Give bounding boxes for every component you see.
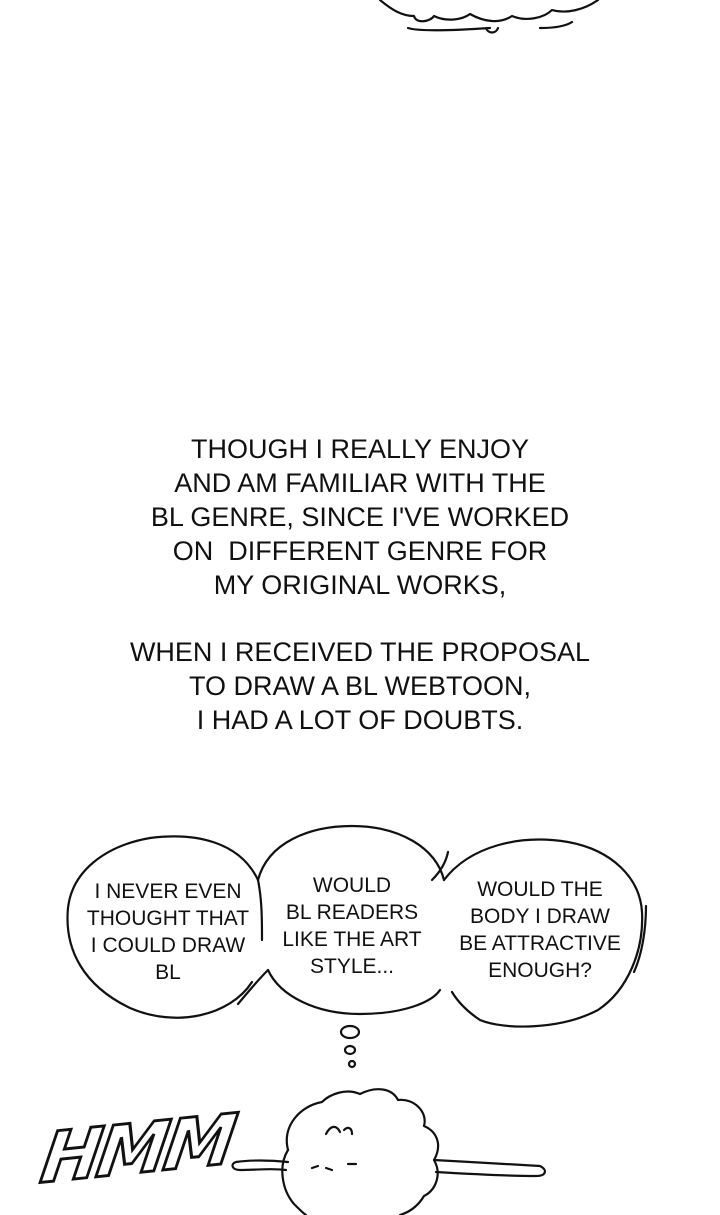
narration-line: MY ORIGINAL WORKS, bbox=[213, 570, 507, 600]
bubble-line: I COULD DRAW bbox=[90, 934, 246, 957]
bubble-line: LIKE THE ART bbox=[282, 928, 422, 951]
bubble-line: I NEVER EVEN bbox=[94, 880, 242, 903]
character-fluff-top bbox=[380, 0, 598, 21]
narration-paragraph-2 bbox=[0, 635, 720, 737]
bubble-line: STYLE... bbox=[309, 955, 395, 978]
thought-dot-small bbox=[349, 1061, 355, 1067]
blob-eyes bbox=[312, 1164, 356, 1168]
blob-right-arm bbox=[434, 1160, 545, 1176]
thought-bubble-left-text bbox=[78, 878, 258, 986]
blob-hair-tuft bbox=[326, 1127, 352, 1134]
thought-bubble-middle-text bbox=[272, 872, 432, 980]
narration-paragraph-1 bbox=[0, 432, 720, 602]
bubble-line: WOULD THE bbox=[477, 878, 603, 901]
narration-line: TO DRAW A BL WEBTOON, bbox=[188, 671, 532, 701]
thought-dot-medium bbox=[345, 1046, 355, 1054]
sound-effect-hmm: HMM bbox=[36, 1098, 238, 1200]
narration-line: WHEN I RECEIVED THE PROPOSAL bbox=[129, 637, 591, 667]
narration-line: THOUGH I REALLY ENJOY bbox=[190, 434, 530, 464]
bubble-line: THOUGHT THAT bbox=[86, 907, 250, 930]
narration-line: I HAD A LOT OF DOUBTS. bbox=[196, 705, 524, 735]
thought-bubble-right-text bbox=[452, 876, 628, 984]
blob-left-arm bbox=[233, 1161, 288, 1171]
bubble-line: BE ATTRACTIVE bbox=[459, 932, 621, 955]
bubble-line: BL bbox=[155, 961, 181, 984]
blob-character bbox=[287, 1089, 438, 1215]
bubble-line: BODY I DRAW bbox=[469, 905, 611, 928]
thought-dot-large bbox=[341, 1026, 359, 1038]
narration-line: ON DIFFERENT GENRE FOR bbox=[172, 536, 548, 566]
character-feet-line bbox=[408, 22, 572, 33]
narration-line: AND AM FAMILIAR WITH THE bbox=[174, 468, 546, 498]
bubble-line: BL READERS bbox=[285, 901, 419, 924]
bubble-line: ENOUGH? bbox=[488, 959, 592, 982]
bubble-line: WOULD bbox=[312, 874, 392, 897]
narration-line: BL GENRE, SINCE I'VE WORKED bbox=[150, 502, 570, 532]
